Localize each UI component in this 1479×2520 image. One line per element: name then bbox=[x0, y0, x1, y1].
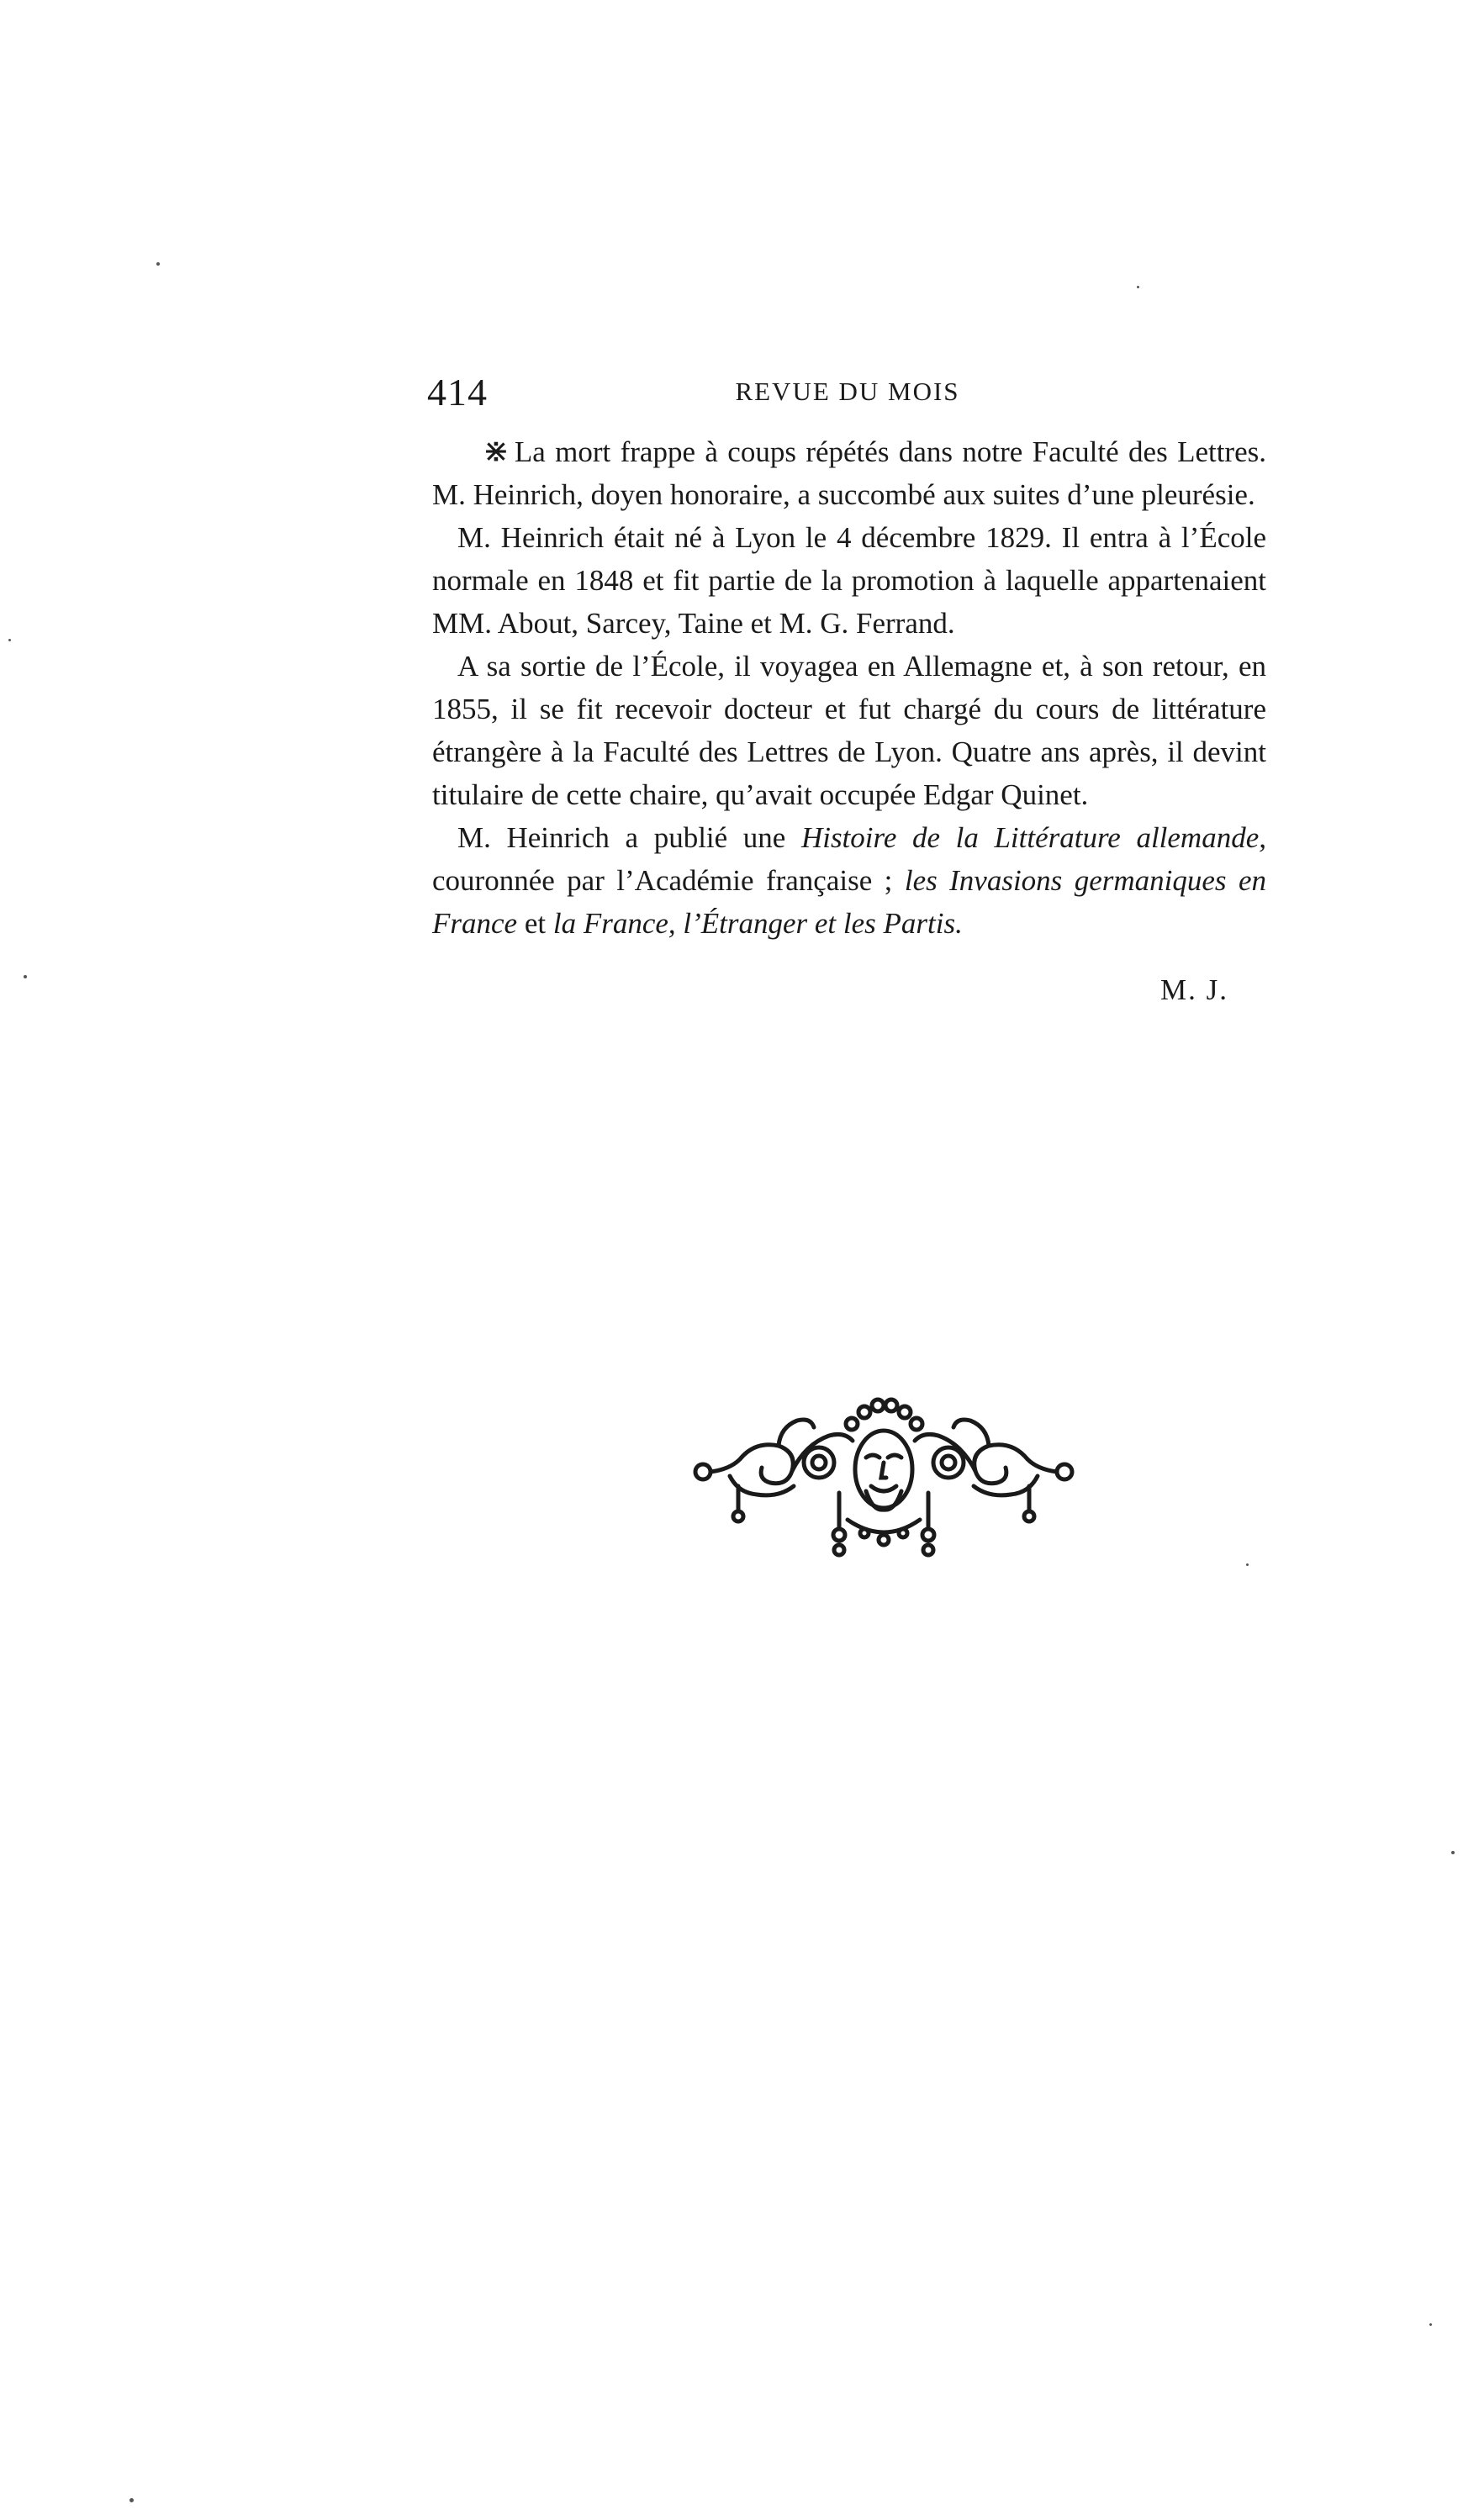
running-head: REVUE DU MOIS bbox=[735, 377, 960, 406]
page-header bbox=[427, 370, 1268, 420]
print-speck bbox=[8, 639, 11, 641]
printers-ornament-mascaron-icon bbox=[679, 1385, 1088, 1563]
paragraph-1-text: La mort frappe à coups répétés dans notre Faculté des Lettres. M. Heinrich, doyen honoraire, a succombé aux suites d’une pleurésie. bbox=[432, 435, 1266, 511]
paragraph-4-intro: M. Heinrich a publié une bbox=[457, 821, 801, 854]
paragraph-4-and: et bbox=[517, 907, 553, 940]
print-speck bbox=[1451, 1851, 1455, 1854]
print-speck bbox=[1137, 286, 1139, 288]
paragraph-4-middle: couronnée par l’Académie française ; bbox=[432, 864, 905, 897]
author-signature: M. J. bbox=[1160, 973, 1228, 1006]
paragraph-2: M. Heinrich était né à Lyon le 4 décembre 1829. Il entra à l’École normale en 1848 et fit partie de la promotion à laquelle appartenaient MM. About, Sarcey, Taine et M. G. Ferrand. bbox=[432, 521, 1266, 640]
page-number: 414 bbox=[427, 371, 488, 414]
print-speck bbox=[129, 2498, 134, 2502]
paragraph-1 bbox=[432, 430, 1266, 516]
asterisk-marker-icon: ⋇ bbox=[483, 434, 510, 469]
print-speck bbox=[1246, 1563, 1249, 1566]
article-body bbox=[432, 430, 1266, 945]
paragraph-4 bbox=[432, 816, 1266, 945]
book-title-la-france: la France, l’Étranger et les Partis. bbox=[552, 907, 963, 940]
print-speck bbox=[24, 975, 27, 978]
print-speck bbox=[1429, 2323, 1432, 2326]
print-speck bbox=[156, 262, 160, 266]
book-title-histoire: Histoire de la Littérature allemande, bbox=[800, 821, 1266, 854]
book-title-invasions: les Invasions germaniques en France bbox=[432, 864, 1266, 940]
paragraph-3: A sa sortie de l’École, il voyagea en Allemagne et, à son retour, en 1855, il se fit recevoir docteur et fut chargé du cours de littérature étrangère à la Faculté des Lettres de Lyon. Quatre ans après, il devint titulaire de cette chaire, qu’avait occupée Edgar Quinet. bbox=[432, 650, 1266, 811]
